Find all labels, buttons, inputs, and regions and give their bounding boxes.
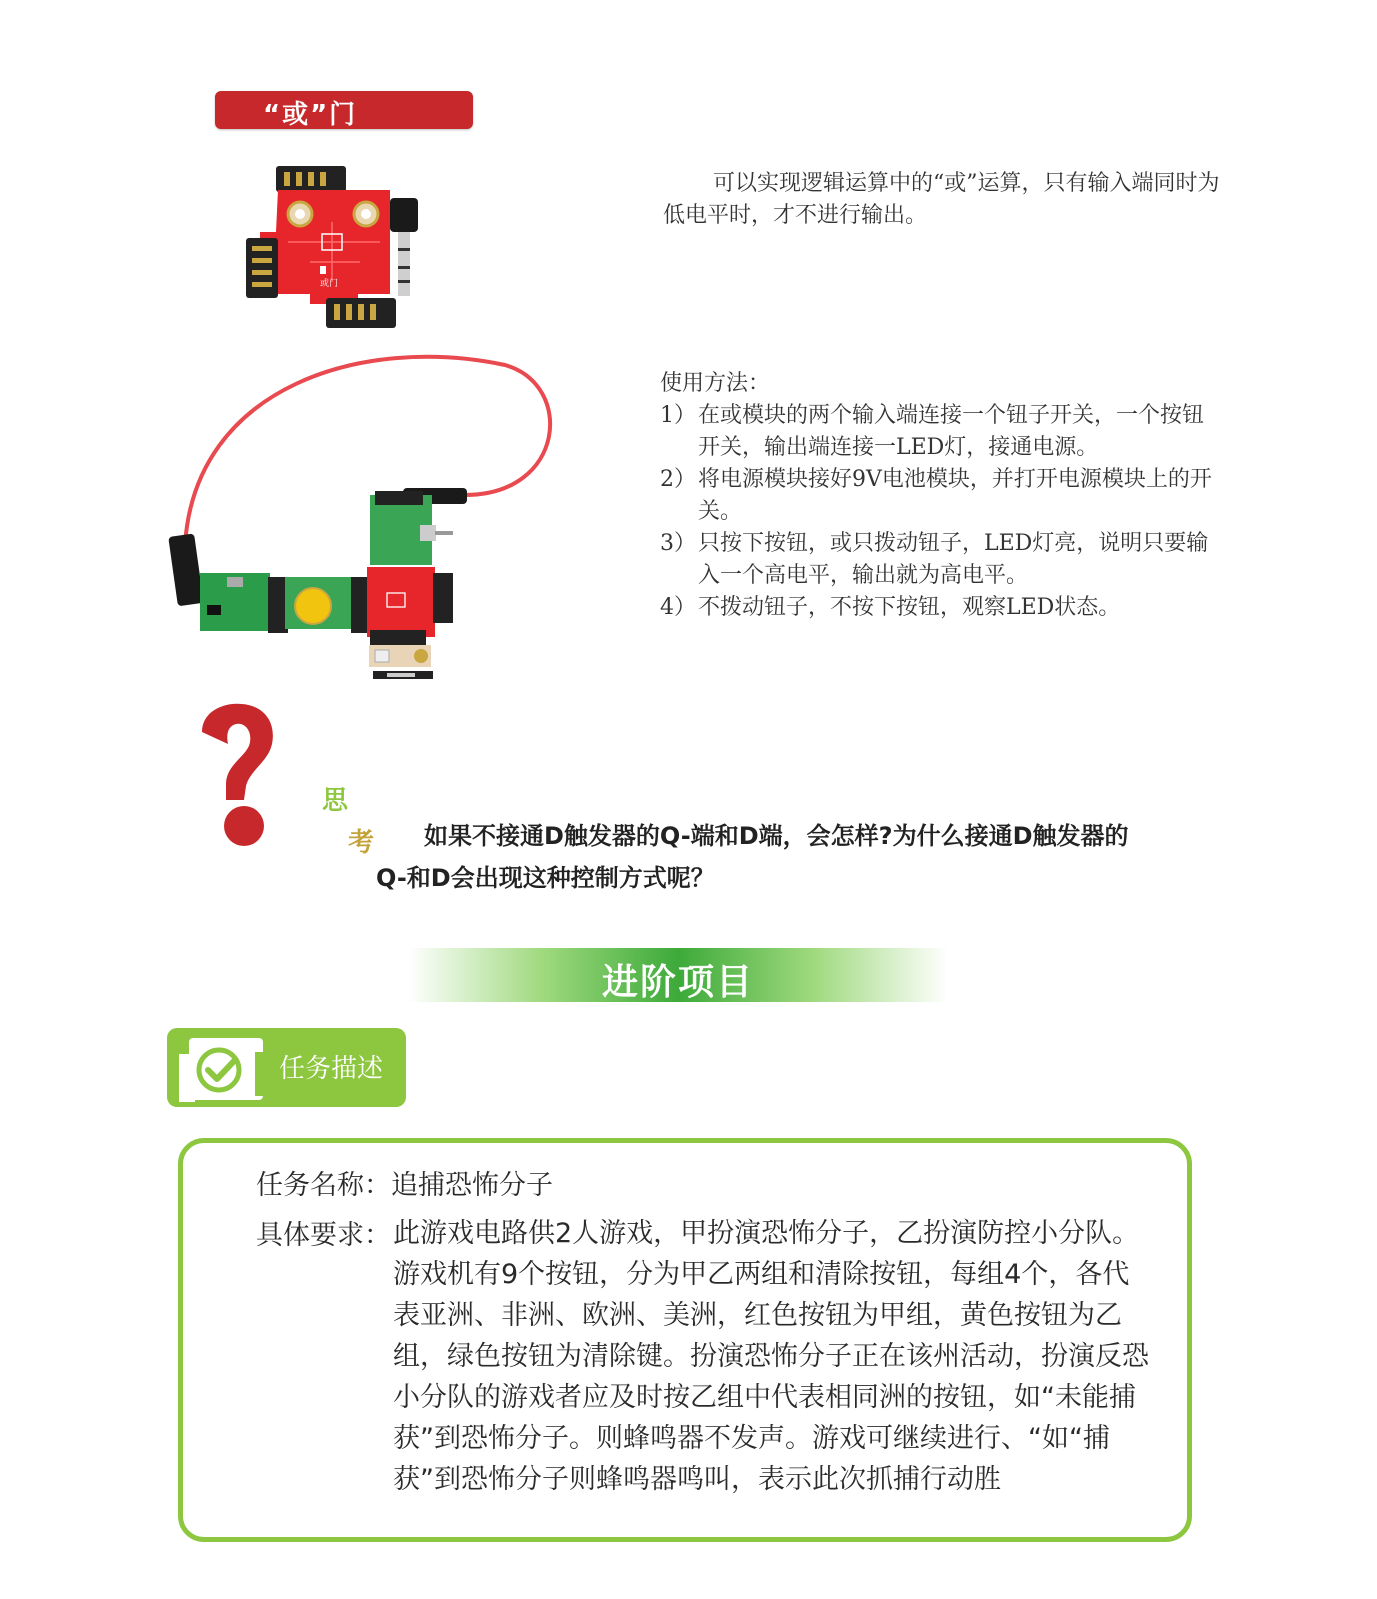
question-mark-icon [196, 702, 278, 850]
step-number: 2） [660, 467, 696, 492]
thinking-line-1: 如果不接通D触发器的Q-端和D端，会怎样?为什么接通D触发器的 [424, 822, 1129, 850]
advanced-project-title: 进阶项目 [601, 962, 754, 1003]
checkmark-clipboard-icon [173, 1032, 273, 1104]
intro-text [663, 168, 1233, 232]
task-requirements-label: 具体要求： [256, 1220, 391, 1251]
task-description-label: 任务描述 [279, 1054, 384, 1084]
think-char-1: 思 [322, 786, 349, 816]
step-number: 3） [660, 531, 696, 556]
or-gate-module-image [240, 162, 430, 334]
board-label: 或门 [320, 279, 339, 289]
step-text: 在或模块的两个输入端连接一个钮子开关，一个按钮开关，输出端连接一LED灯，接通电源。 [698, 403, 1205, 460]
circuit-wiring-image [165, 345, 635, 690]
usage-title: 使用方法： [660, 371, 771, 396]
task-name: 任务名称：追捕恐怖分子 [256, 1170, 553, 1201]
step-text: 不拨动钮子，不按下按钮，观察LED状态。 [698, 595, 1121, 620]
task-requirements-text: 此游戏电路供2人游戏，甲扮演恐怖分子，乙扮演防控小分队。游戏机有9个按钮，分为甲乙两组和清除按钮，每组4个，各代表亚洲、非洲、欧洲、美洲，红色按钮为甲组，黄色按钮为乙组，绿色按钮为清除键。扮演恐怖分子正在该州活动，扮演反恐小分队的游戏者应及时按乙组中代表相同洲的按钮，如“未能捕获”到恐怖分子。则蜂鸣器不发声。游戏可继续进行、“如“捕获”到恐怖分子则蜂鸣器鸣叫，表示此次抓捕行动胜 [393, 1218, 1149, 1495]
advanced-project-banner [408, 948, 948, 1002]
step-number: 1） [660, 403, 696, 428]
think-char-2: 考 [348, 828, 375, 858]
intro-paragraph: 可以实现逻辑运算中的“或”运算，只有输入端同时为低电平时，才不进行输出。 [663, 171, 1220, 228]
usage-instructions [660, 368, 1220, 624]
thinking-question [376, 815, 1256, 899]
usage-step [660, 528, 1220, 592]
usage-step [660, 592, 1220, 624]
step-text: 只按下按钮，或只拨动钮子，LED灯亮，说明只要输入一个高电平，输出就为高电平。 [698, 531, 1209, 588]
usage-step [660, 464, 1220, 528]
thinking-line-2: Q-和D会出现这种控制方式呢？ [376, 864, 715, 892]
section-header-label: “或”门 [263, 100, 358, 130]
usage-step [660, 400, 1220, 464]
step-text: 将电源模块接好9V电池模块，并打开电源模块上的开关。 [698, 467, 1212, 524]
section-header-or-gate [215, 91, 473, 129]
step-number: 4） [660, 595, 696, 620]
task-description-tab [167, 1028, 406, 1107]
